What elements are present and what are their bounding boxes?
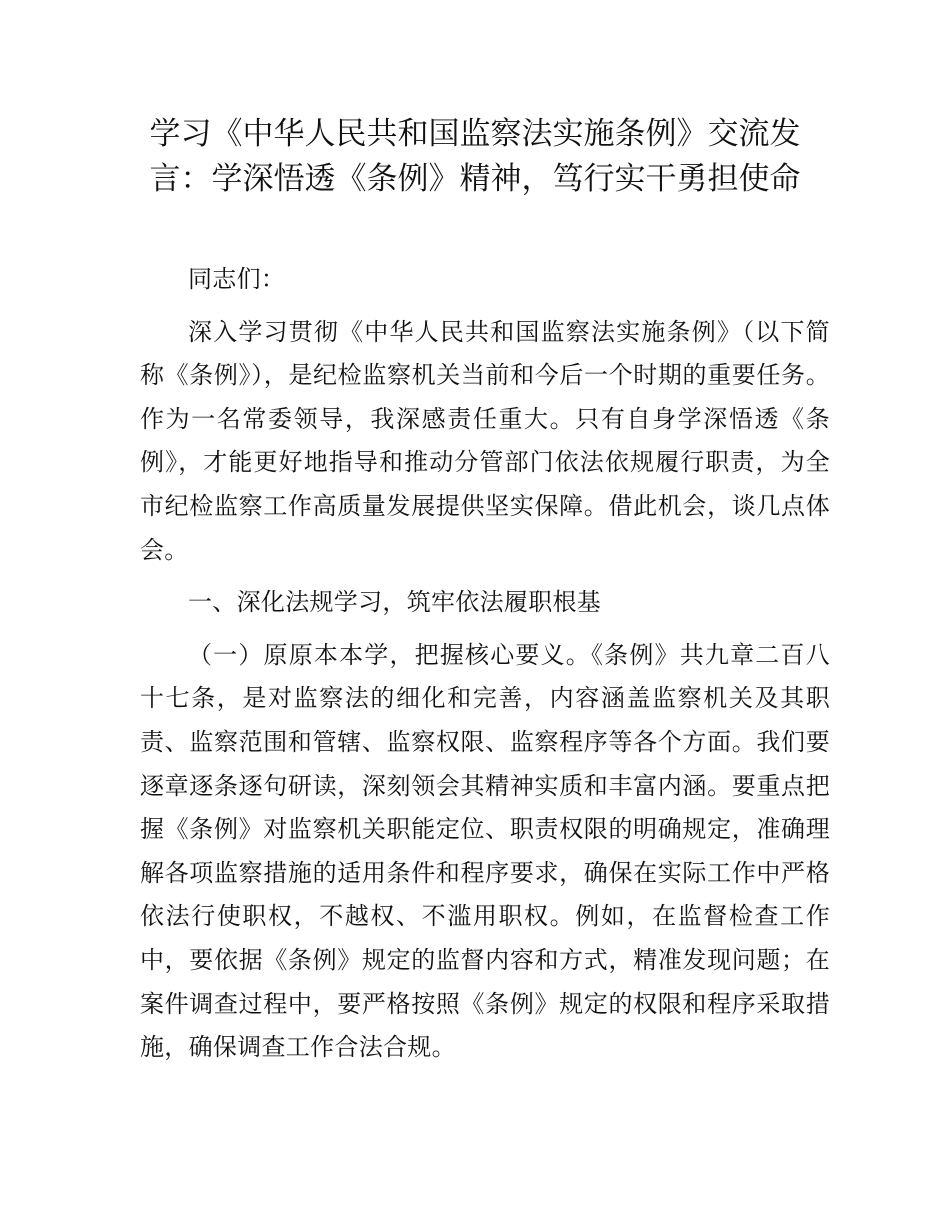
salutation: 同志们：: [188, 265, 286, 293]
paragraph-intro: 深入学习贯彻《中华人民共和国监察法实施条例》（以下简称《条例》），是纪检监察机关当前和今后一个时期的重要任务。作为一名常委领导，我深感责任重大。只有自身学深悟透《条例》，才能更好地指导和推动分管部门依法依规履行职责，为全市纪检监察工作高质量发展提供坚实保障。借此机会，谈几点体会。: [140, 317, 830, 564]
section-heading-1: 一、深化法规学习，筑牢依法履职根基: [188, 588, 602, 617]
document-title: 学习《中华人民共和国监察法实施条例》交流发言：学深悟透《条例》精神，笃行实干勇担使命: [149, 116, 801, 197]
paragraph-subsection-1: （一）原原本本学，把握核心要义。《条例》共九章二百八十七条，是对监察法的细化和完善，内容涵盖监察机关及其职责、监察范围和管辖、监察权限、监察程序等各个方面。我们要逐章逐条逐句研读，深刻领会其精神实质和丰富内涵。要重点把握《条例》对监察机关职能定位、职责权限的明确规定，准确理解各项监察措施的适用条件和程序要求，确保在实际工作中严格依法行使职权，不越权、不滥用职权。例如，在监督检查工作中，要依据《条例》规定的监督内容和方式，精准发现问题；在案件调查过程中，要严格按照《条例》规定的权限和程序采取措施，确保调查工作合法合规。: [140, 640, 830, 1062]
document-body: [140, 258, 830, 1070]
